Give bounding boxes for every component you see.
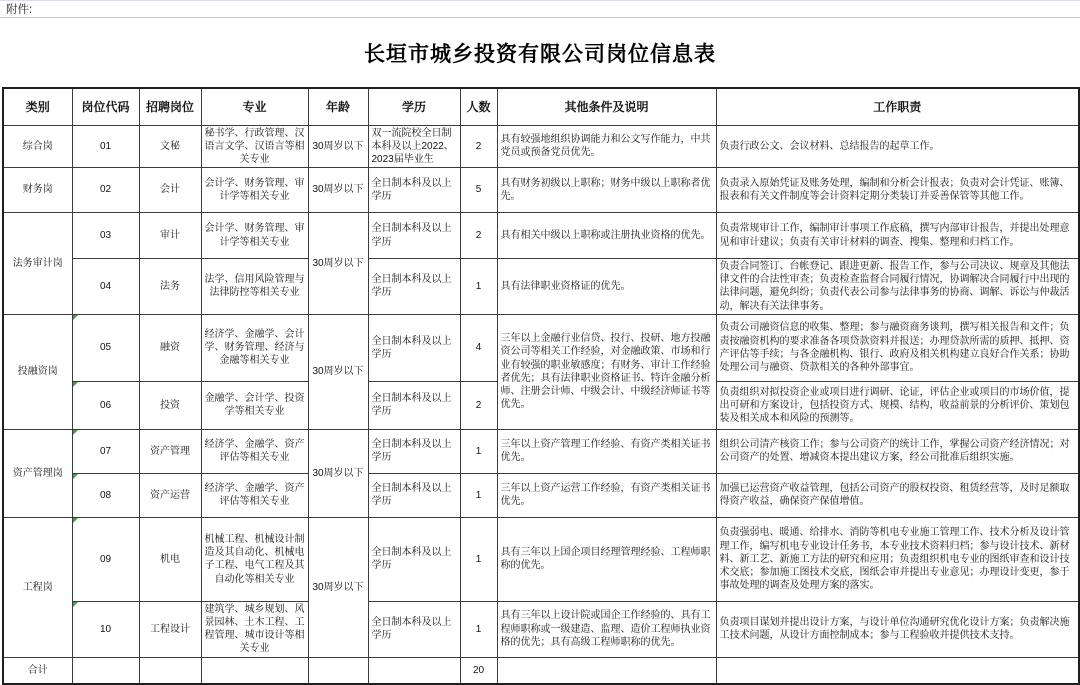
conditions-cell: 三年以上金融行业信贷、投行、投研、地方投融资公司等相关工作经验，对金融政策、市场和行业有较强的职业敏感度；有财务、审计工作经验者优先；具有法律职业资格证书、特许金融分析师、注册会计师、中级会计、中级经济师证书等优先。 xyxy=(497,314,716,429)
count-cell: 1 xyxy=(460,517,497,601)
table-row xyxy=(3,517,1079,601)
duties-cell: 组织公司清产核资工作；参与公司资产的统计工作，掌握公司资产经济情况；对公司资产的处置、增减资本提出建议方案，经公司批准后组织实施。 xyxy=(716,429,1079,473)
excel-error-marker-icon xyxy=(73,430,78,435)
position-code-cell: 04 xyxy=(72,259,139,315)
header-row xyxy=(3,88,1079,125)
empty-cell xyxy=(716,657,1079,684)
education-cell: 全日制本科及以上学历 xyxy=(368,168,460,213)
duties-cell: 负责公司融资信息的收集、整理；参与融资商务谈判，撰写相关报告和文件；负责按融资机构的要求准备各项贷款资料并报送；办理贷款所需的质押、抵押、资产评估等手续；与各金融机构、银行、政府及相关机构建立良好合作关系；协助处理公司与融资、贷款相关的各种外部事宜。 xyxy=(716,314,1079,381)
major-cell: 建筑学、城乡规划、风景园林、土木工程、工程管理、城市设计等相关专业 xyxy=(201,601,308,657)
position-title-cell: 资产管理 xyxy=(139,429,201,473)
title-area xyxy=(0,18,1080,87)
major-cell: 经济学、金融学、资产评估等相关专业 xyxy=(201,429,308,473)
count-cell: 2 xyxy=(460,213,497,259)
education-cell: 全日制本科及以上学历 xyxy=(368,259,460,315)
major-cell: 金融学、会计学、投资学等相关专业 xyxy=(201,381,308,429)
category-cell: 工程岗 xyxy=(3,517,72,657)
position-code-cell: 09 xyxy=(72,517,139,601)
count-cell: 1 xyxy=(460,429,497,473)
category-cell: 资产管理岗 xyxy=(3,429,72,517)
category-cell: 综合岗 xyxy=(3,125,72,168)
major-cell: 会计学、财务管理、审计学等相关专业 xyxy=(201,213,308,259)
education-cell: 全日制本科及以上学历 xyxy=(368,517,460,601)
count-cell: 1 xyxy=(460,601,497,657)
count-cell: 1 xyxy=(460,473,497,517)
col-header-category: 类别 xyxy=(3,88,72,125)
col-header-major: 专业 xyxy=(201,88,308,125)
col-header-position: 招聘岗位 xyxy=(139,88,201,125)
table-row xyxy=(3,125,1079,168)
excel-error-marker-icon xyxy=(73,602,78,607)
position-title-cell: 融资 xyxy=(139,314,201,381)
position-code-cell: 01 xyxy=(72,125,139,168)
attachment-bar xyxy=(0,0,1080,18)
count-cell: 5 xyxy=(460,168,497,213)
position-title-cell: 工程设计 xyxy=(139,601,201,657)
empty-cell xyxy=(368,657,460,684)
category-cell: 投融资岗 xyxy=(3,314,72,429)
position-code-cell: 08 xyxy=(72,473,139,517)
position-title-cell: 文秘 xyxy=(139,125,201,168)
position-code-cell: 02 xyxy=(72,168,139,213)
education-cell: 全日制本科及以上学历 xyxy=(368,601,460,657)
major-cell: 法学、信用风险管理与法律防控等相关专业 xyxy=(201,259,308,315)
duties-cell: 负责录入原始凭证及账务处理，编制和分析会计报表；负责对会计凭证、账簿、报表和有关文件制度等会计资料定期分类装订并妥善保管等其他工作。 xyxy=(716,168,1079,213)
duties-cell: 负责合同签订、台帐登记、跟进更新、报告工作，参与公司决议、规章及其他法律文件的合法性审查；负责检查监督合同履行情况，协调解决合同履行中出现的法律问题，避免纠纷；负责代表公司参与法律事务的协商、调解、诉讼与仲裁活动，解决有关法律事务。 xyxy=(716,259,1079,315)
count-cell: 4 xyxy=(460,314,497,381)
duties-cell: 加强已运营资产收益管理，包括公司资产的股权投资、租赁经营等，及时足额取得资产收益，确保资产保值增值。 xyxy=(716,473,1079,517)
age-cell: 30周岁以下 xyxy=(308,314,368,429)
col-header-code: 岗位代码 xyxy=(72,88,139,125)
position-code-cell: 06 xyxy=(72,381,139,429)
count-cell: 1 xyxy=(460,259,497,315)
age-cell: 30周岁以下 xyxy=(308,168,368,213)
excel-error-marker-icon xyxy=(73,382,78,387)
age-cell: 30周岁以下 xyxy=(308,213,368,315)
excel-error-marker-icon xyxy=(73,474,78,479)
total-row xyxy=(3,657,1079,684)
education-cell: 全日制本科及以上学历 xyxy=(368,473,460,517)
position-title-cell: 法务 xyxy=(139,259,201,315)
position-title-cell: 投资 xyxy=(139,381,201,429)
category-cell: 财务岗 xyxy=(3,168,72,213)
duties-cell: 负责常规审计工作，编制审计事项工作底稿，撰写内部审计报告，并提出处理意见和审计建议；负责有关审计材料的调查、搜集、整理和归档工作。 xyxy=(716,213,1079,259)
table-row xyxy=(3,473,1079,517)
excel-error-marker-icon xyxy=(73,315,78,320)
duties-cell: 负责项目谋划并提出设计方案，与设计单位沟通研究优化设计方案；负责解决施工技术问题，从设计方面控制成本；参与工程验收并提供技术支持。 xyxy=(716,601,1079,657)
conditions-cell: 具有相关中级以上职称或注册执业资格的优先。 xyxy=(497,213,716,259)
position-code-cell: 10 xyxy=(72,601,139,657)
position-title-cell: 审计 xyxy=(139,213,201,259)
major-cell: 秘书学、行政管理、汉语言文学、汉语言等相关专业 xyxy=(201,125,308,168)
empty-cell xyxy=(139,657,201,684)
duties-cell: 负责组织对拟投资企业或项目进行调研、论证，评估企业或项目的市场价值，提出可研和方案设计，包括投资方式、规模、结构，收益前景的分析评价、策划包装及相关成本和风险的预测等。 xyxy=(716,381,1079,429)
total-label-cell: 合计 xyxy=(3,657,72,684)
table-row xyxy=(3,213,1079,259)
col-header-duties: 工作职责 xyxy=(716,88,1079,125)
age-cell: 30周岁以下 xyxy=(308,125,368,168)
position-title-cell: 资产运营 xyxy=(139,473,201,517)
conditions-cell: 具有三年以上设计院或国企工作经验的、具有工程师职称或一级建造、监理、造价工程师执业资格的优先；具有高级工程师职称的优先。 xyxy=(497,601,716,657)
education-cell: 全日制本科及以上学历 xyxy=(368,429,460,473)
duties-cell: 负责行政公文、会议材料、总结报告的起草工作。 xyxy=(716,125,1079,168)
job-info-table xyxy=(2,87,1080,685)
age-cell: 30周岁以下 xyxy=(308,517,368,657)
table-row xyxy=(3,429,1079,473)
position-title-cell: 会计 xyxy=(139,168,201,213)
page-title: 长垣市城乡投资有限公司岗位信息表 xyxy=(364,42,716,66)
education-cell: 全日制本科及以上学历 xyxy=(368,213,460,259)
conditions-cell: 具有财务初级以上职称；财务中级以上职称者优先。 xyxy=(497,168,716,213)
col-header-count: 人数 xyxy=(460,88,497,125)
empty-cell xyxy=(308,657,368,684)
major-cell: 经济学、金融学、资产评估等相关专业 xyxy=(201,473,308,517)
empty-cell xyxy=(497,657,716,684)
attachment-label: 附件: xyxy=(6,4,33,16)
major-cell: 经济学、金融学、会计学、财务管理、经济与金融等相关专业 xyxy=(201,314,308,381)
table-row xyxy=(3,259,1079,315)
position-title-cell: 机电 xyxy=(139,517,201,601)
conditions-cell: 具有较强地组织协调能力和公文写作能力，中共党员或预备党员优先。 xyxy=(497,125,716,168)
empty-cell xyxy=(201,657,308,684)
age-cell: 30周岁以下 xyxy=(308,429,368,517)
category-cell: 法务审计岗 xyxy=(3,213,72,315)
education-cell: 双一流院校全日制本科及以上2022、2023届毕业生 xyxy=(368,125,460,168)
conditions-cell: 三年以上资产管理工作经验、有资产类相关证书优先。 xyxy=(497,429,716,473)
table-row xyxy=(3,168,1079,213)
conditions-cell: 具有三年以上国企项目经理管理经验、工程师职称的优先。 xyxy=(497,517,716,601)
conditions-cell: 具有法律职业资格证的优先。 xyxy=(497,259,716,315)
col-header-age: 年龄 xyxy=(308,88,368,125)
position-code-cell: 03 xyxy=(72,213,139,259)
major-cell: 机械工程、机械设计制造及其自动化、机械电子工程、电气工程及其自动化等相关专业 xyxy=(201,517,308,601)
position-code-cell: 05 xyxy=(72,314,139,381)
count-cell: 2 xyxy=(460,381,497,429)
col-header-conditions: 其他条件及说明 xyxy=(497,88,716,125)
count-cell: 2 xyxy=(460,125,497,168)
table-row xyxy=(3,314,1079,381)
education-cell: 全日制本科及以上学历 xyxy=(368,381,460,429)
empty-cell xyxy=(72,657,139,684)
major-cell: 会计学、财务管理、审计学等相关专业 xyxy=(201,168,308,213)
duties-cell: 负责强弱电、暖通、给排水、消防等机电专业施工管理工作、技术分析及设计管理工作，编写机电专业设计任务书，本专业技术资料归档；参与设计技术、新材料、新工艺、新施工方法的研究和应用；负责组织机电专业的图纸审查和设计技术交底；参加施工图技术交底，图纸会审并提出专业意见；办理设计变更，参于事故处理的调查及处理方案的落实。 xyxy=(716,517,1079,601)
excel-error-marker-icon xyxy=(73,518,78,523)
table-row xyxy=(3,601,1079,657)
total-count-cell: 20 xyxy=(460,657,497,684)
conditions-cell: 三年以上资产运营工作经验，有资产类相关证书优先。 xyxy=(497,473,716,517)
col-header-education: 学历 xyxy=(368,88,460,125)
position-code-cell: 07 xyxy=(72,429,139,473)
education-cell: 全日制本科及以上学历 xyxy=(368,314,460,381)
